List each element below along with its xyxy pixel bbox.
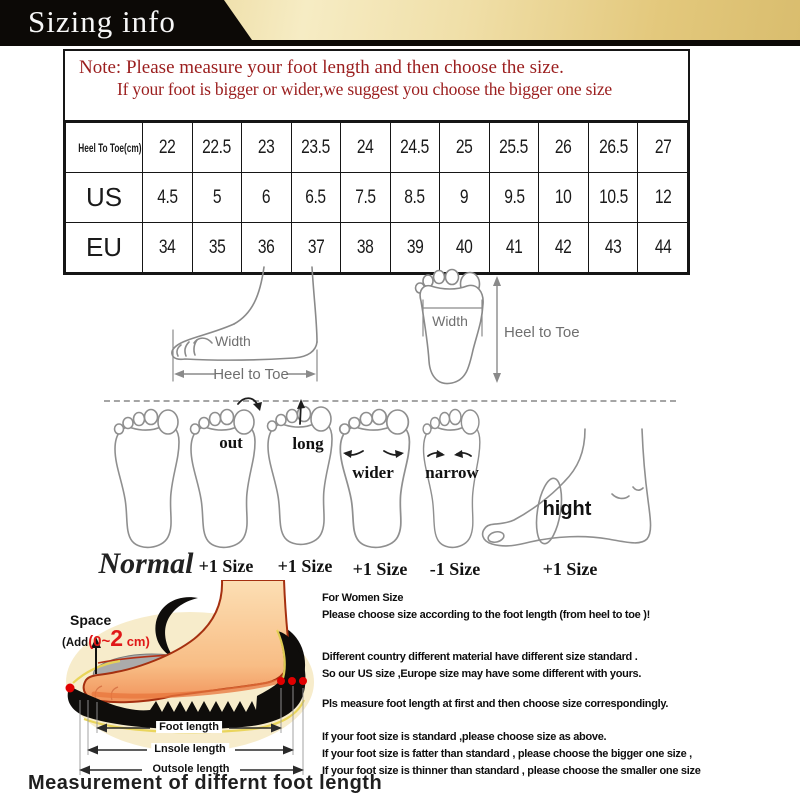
size-cell: 27 (654, 136, 671, 158)
size-cell: 25 (456, 136, 473, 158)
size-cell: 35 (208, 236, 226, 258)
size-cell: 39 (406, 236, 424, 258)
measure-sketches-svg (100, 266, 700, 408)
foot-normal (115, 410, 180, 548)
size-cell: 25.5 (499, 136, 529, 158)
dim-label-insole-length: Lnsole length (151, 743, 229, 755)
width-label-side: Width (215, 333, 251, 349)
size-cell: 22 (159, 136, 176, 158)
table-row-eu (66, 223, 688, 273)
size-cell: 34 (159, 236, 176, 258)
size-cell: 24.5 (400, 136, 430, 158)
size-label-normal: Normal (98, 547, 194, 580)
size-cell: 26 (555, 136, 572, 158)
foot-hight (483, 429, 651, 546)
dim-label-outsole-length: Outsole length (150, 763, 233, 775)
size-cell: 23.5 (301, 136, 331, 158)
note-area (65, 51, 688, 122)
shape-label-hight: hight (542, 498, 592, 520)
row-label: US (85, 182, 123, 212)
heel-to-toe-label-top: Heel to Toe (504, 324, 580, 341)
size-label-hight: +1 Size (542, 559, 598, 579)
width-label-top: Width (432, 313, 468, 329)
measurement-caption: Measurement of differnt foot length (28, 772, 383, 794)
info-line: If your foot size is standard ,please choose size as above. (322, 731, 607, 743)
side-view-foot-sketch (172, 267, 317, 381)
shape-label-long: long (292, 434, 324, 453)
row-label: Heel To Toe(cm) (78, 142, 142, 155)
foot-types-svg (100, 396, 700, 564)
size-label-wider: +1 Size (352, 559, 408, 579)
size-label-narrow: -1 Size (429, 559, 481, 579)
page-title: Sizing info (28, 4, 176, 39)
size-cell: 26.5 (598, 136, 628, 158)
size-cell: 8.5 (404, 186, 426, 208)
info-text-block (322, 590, 794, 780)
size-cell: 4.5 (157, 186, 178, 208)
size-cell: 44 (654, 236, 671, 258)
size-cell: 9.5 (503, 186, 525, 208)
size-cell: 22.5 (202, 136, 232, 158)
shape-label-out: out (219, 433, 243, 452)
size-cell: 24 (357, 136, 374, 158)
size-cell: 23 (258, 136, 275, 158)
row-label: EU (85, 232, 123, 262)
size-table (65, 122, 688, 273)
info-line: If your foot size is thinner than standard , please choose the smaller one size (322, 765, 701, 777)
info-line: If your foot size is fatter than standard , please choose the bigger one size , (322, 748, 692, 760)
size-cell: 5 (212, 186, 221, 208)
table-row-heel-to-toe (66, 123, 688, 173)
info-line: For Women Size (322, 592, 404, 604)
size-cell: 12 (654, 186, 671, 208)
size-cell: 40 (456, 236, 473, 258)
size-cell: 36 (258, 236, 275, 258)
size-label-long: +1 Size (277, 556, 333, 576)
shape-label-wider: wider (352, 463, 394, 482)
space-label: Space (70, 612, 112, 628)
info-line: So our US size ,Europe size may have some different with yours. (322, 668, 642, 680)
header-bar (0, 0, 800, 46)
note-line-1: Note: Please measure your foot length and then choose the size. (79, 57, 564, 78)
size-label-out: +1 Size (198, 556, 254, 576)
size-cell: 41 (505, 236, 523, 258)
info-line: Please choose size according to the foot length (from heel to toe )! (322, 609, 650, 621)
size-cell: 42 (555, 236, 572, 258)
size-cell: 9 (460, 186, 469, 208)
foot-out (191, 410, 256, 548)
size-cell: 38 (357, 236, 374, 258)
note-line-2: If your foot is bigger or wider,we suggest you choose the bigger one size (117, 79, 612, 99)
size-cell: 37 (307, 236, 325, 258)
table-row-us (66, 173, 688, 223)
space-add-label: (Add(0~2 cm) (62, 625, 150, 651)
info-line: Different country different material have different size standard . (322, 651, 638, 663)
size-cell: 6.5 (305, 186, 327, 208)
size-cell: 43 (604, 236, 622, 258)
note-table-box (63, 49, 690, 275)
size-cell: 10.5 (598, 186, 628, 208)
info-line: Pls measure foot length at first and then choose size correspondingly. (322, 698, 669, 710)
shape-label-narrow: narrow (425, 463, 479, 482)
size-cell: 10 (555, 186, 572, 208)
size-cell: 7.5 (355, 186, 376, 208)
foot-long (268, 407, 333, 545)
dim-label-foot-length: Foot length (156, 721, 222, 733)
heel-to-toe-label-side: Heel to Toe (213, 366, 289, 383)
size-cell: 6 (262, 186, 271, 208)
